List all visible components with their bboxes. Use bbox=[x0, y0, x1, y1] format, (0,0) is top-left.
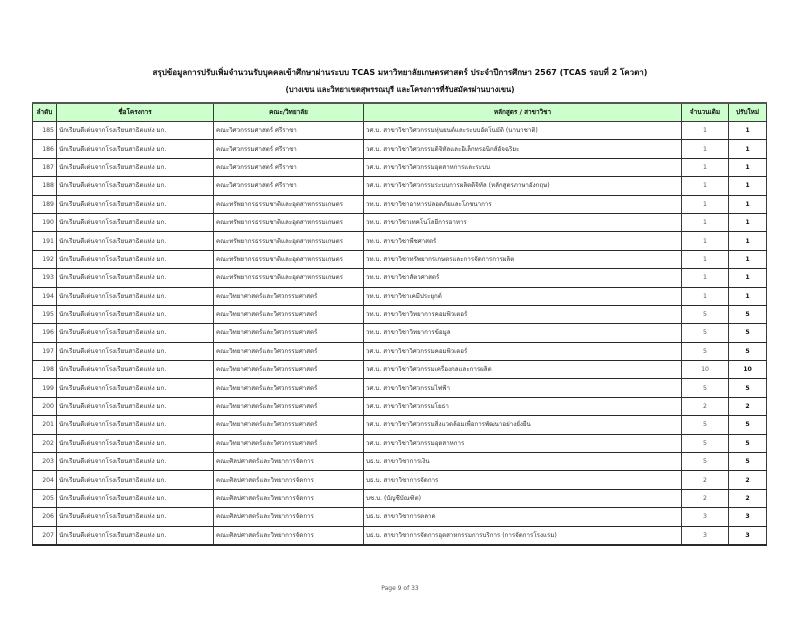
course-name: บธ.บ. สาขาวิชาการเงิน bbox=[364, 453, 682, 471]
project-name: นักเรียนดีเด่นจากโรงเรียนสาธิตแห่ง มก. bbox=[57, 177, 214, 195]
course-name: วท.บ. สาขาวิชาอาหารปลอดภัยและโภชนาการ bbox=[364, 195, 682, 213]
original-count: 1 bbox=[682, 269, 729, 287]
row-number: 207 bbox=[33, 526, 57, 545]
project-name: นักเรียนดีเด่นจากโรงเรียนสาธิตแห่ง มก. bbox=[57, 453, 214, 471]
original-count: 1 bbox=[682, 177, 729, 195]
project-name: นักเรียนดีเด่นจากโรงเรียนสาธิตแห่ง มก. bbox=[57, 324, 214, 342]
row-number: 185 bbox=[33, 122, 57, 140]
original-count: 1 bbox=[682, 287, 729, 305]
course-name: วศ.บ. สาขาวิชาวิศวกรรมไฟฟ้า bbox=[364, 379, 682, 397]
revised-count: 1 bbox=[729, 158, 767, 176]
original-count: 1 bbox=[682, 232, 729, 250]
project-name: นักเรียนดีเด่นจากโรงเรียนสาธิตแห่ง มก. bbox=[57, 416, 214, 434]
original-count: 5 bbox=[682, 434, 729, 452]
revised-count: 1 bbox=[729, 213, 767, 231]
row-number: 186 bbox=[33, 140, 57, 158]
original-count: 5 bbox=[682, 453, 729, 471]
row-number: 193 bbox=[33, 269, 57, 287]
faculty-name: คณะวิทยาศาสตร์และวิศวกรรมศาสตร์ bbox=[214, 434, 364, 452]
faculty-name: คณะศิลปศาสตร์และวิทยาการจัดการ bbox=[214, 526, 364, 545]
course-name: วท.บ. สาขาวิชาสัตวศาสตร์ bbox=[364, 269, 682, 287]
table-row bbox=[33, 122, 767, 140]
header-faculty: คณะ/วิทยาลัย bbox=[214, 103, 364, 122]
original-count: 1 bbox=[682, 213, 729, 231]
table-row bbox=[33, 471, 767, 489]
faculty-name: คณะวิทยาศาสตร์และวิศวกรรมศาสตร์ bbox=[214, 287, 364, 305]
faculty-name: คณะวิทยาศาสตร์และวิศวกรรมศาสตร์ bbox=[214, 361, 364, 379]
table-row bbox=[33, 269, 767, 287]
header-course: หลักสูตร / สาขาวิชา bbox=[364, 103, 682, 122]
table-row bbox=[33, 232, 767, 250]
table-row bbox=[33, 140, 767, 158]
faculty-name: คณะวิทยาศาสตร์และวิศวกรรมศาสตร์ bbox=[214, 397, 364, 415]
faculty-name: คณะวิทยาศาสตร์และวิศวกรรมศาสตร์ bbox=[214, 342, 364, 360]
document-subtitle: (บางเขน และวิทยาเขตสุพรรณบุรี และโครงการที่รับสมัครผ่านบางเขน) bbox=[285, 85, 515, 94]
revised-count: 1 bbox=[729, 269, 767, 287]
row-number: 191 bbox=[33, 232, 57, 250]
revised-count: 10 bbox=[729, 361, 767, 379]
row-number: 199 bbox=[33, 379, 57, 397]
faculty-name: คณะศิลปศาสตร์และวิทยาการจัดการ bbox=[214, 489, 364, 507]
course-name: บธ.บ. สาขาวิชาการจัดการ bbox=[364, 471, 682, 489]
original-count: 2 bbox=[682, 397, 729, 415]
original-count: 1 bbox=[682, 140, 729, 158]
revised-count: 5 bbox=[729, 453, 767, 471]
row-number: 198 bbox=[33, 361, 57, 379]
revised-count: 2 bbox=[729, 397, 767, 415]
faculty-name: คณะทรัพยากรธรรมชาติและอุตสาหกรรมเกษตร bbox=[214, 269, 364, 287]
table-row bbox=[33, 250, 767, 268]
faculty-name: คณะทรัพยากรธรรมชาติและอุตสาหกรรมเกษตร bbox=[214, 250, 364, 268]
course-name: วศ.บ. สาขาวิชาวิศวกรรมคอมพิวเตอร์ bbox=[364, 342, 682, 360]
row-number: 202 bbox=[33, 434, 57, 452]
revised-count: 5 bbox=[729, 379, 767, 397]
original-count: 3 bbox=[682, 508, 729, 526]
revised-count: 5 bbox=[729, 416, 767, 434]
row-number: 201 bbox=[33, 416, 57, 434]
course-name: บธ.บ. สาขาวิชาการตลาด bbox=[364, 508, 682, 526]
project-name: นักเรียนดีเด่นจากโรงเรียนสาธิตแห่ง มก. bbox=[57, 508, 214, 526]
revised-count: 5 bbox=[729, 434, 767, 452]
original-count: 3 bbox=[682, 526, 729, 545]
row-number: 192 bbox=[33, 250, 57, 268]
project-name: นักเรียนดีเด่นจากโรงเรียนสาธิตแห่ง มก. bbox=[57, 269, 214, 287]
project-name: นักเรียนดีเด่นจากโรงเรียนสาธิตแห่ง มก. bbox=[57, 140, 214, 158]
header-original: จำนวนเดิม bbox=[682, 103, 729, 122]
table-row bbox=[33, 305, 767, 323]
course-name: วศ.บ. สาขาวิชาวิศวกรรมอุตสาหการ bbox=[364, 434, 682, 452]
original-count: 5 bbox=[682, 379, 729, 397]
faculty-name: คณะศิลปศาสตร์และวิทยาการจัดการ bbox=[214, 508, 364, 526]
course-name: บช.บ. (บัญชีบัณฑิต) bbox=[364, 489, 682, 507]
course-name: วศ.บ. สาขาวิชาวิศวกรรมระบบการผลิตดิจิทัล (หลักสูตรภาษาอังกฤษ) bbox=[364, 177, 682, 195]
project-name: นักเรียนดีเด่นจากโรงเรียนสาธิตแห่ง มก. bbox=[57, 342, 214, 360]
revised-count: 1 bbox=[729, 250, 767, 268]
faculty-name: คณะศิลปศาสตร์และวิทยาการจัดการ bbox=[214, 453, 364, 471]
original-count: 1 bbox=[682, 122, 729, 140]
revised-count: 5 bbox=[729, 342, 767, 360]
original-count: 1 bbox=[682, 158, 729, 176]
course-name: วท.บ. สาขาวิชาทรัพยากรเกษตรและการจัดการการผลิต bbox=[364, 250, 682, 268]
project-name: นักเรียนดีเด่นจากโรงเรียนสาธิตแห่ง มก. bbox=[57, 434, 214, 452]
faculty-name: คณะวิศวกรรมศาสตร์ ศรีราชา bbox=[214, 122, 364, 140]
project-name: นักเรียนดีเด่นจากโรงเรียนสาธิตแห่ง มก. bbox=[57, 158, 214, 176]
revised-count: 3 bbox=[729, 508, 767, 526]
original-count: 5 bbox=[682, 342, 729, 360]
page-number: Page 9 of 33 bbox=[381, 585, 419, 592]
table-row bbox=[33, 379, 767, 397]
table-row bbox=[33, 324, 767, 342]
project-name: นักเรียนดีเด่นจากโรงเรียนสาธิตแห่ง มก. bbox=[57, 526, 214, 545]
course-name: วศ.บ. สาขาวิชาวิศวกรรมเครื่องกลและการผลิต bbox=[364, 361, 682, 379]
row-number: 204 bbox=[33, 471, 57, 489]
table-row bbox=[33, 434, 767, 452]
faculty-name: คณะศิลปศาสตร์และวิทยาการจัดการ bbox=[214, 471, 364, 489]
faculty-name: คณะวิทยาศาสตร์และวิศวกรรมศาสตร์ bbox=[214, 305, 364, 323]
course-name: วท.บ. สาขาวิชาวิทยาการคอมพิวเตอร์ bbox=[364, 305, 682, 323]
project-name: นักเรียนดีเด่นจากโรงเรียนสาธิตแห่ง มก. bbox=[57, 232, 214, 250]
row-number: 190 bbox=[33, 213, 57, 231]
revised-count: 5 bbox=[729, 324, 767, 342]
row-number: 187 bbox=[33, 158, 57, 176]
faculty-name: คณะวิศวกรรมศาสตร์ ศรีราชา bbox=[214, 177, 364, 195]
faculty-name: คณะวิศวกรรมศาสตร์ ศรีราชา bbox=[214, 140, 364, 158]
revised-count: 2 bbox=[729, 489, 767, 507]
revised-count: 5 bbox=[729, 305, 767, 323]
project-name: นักเรียนดีเด่นจากโรงเรียนสาธิตแห่ง มก. bbox=[57, 471, 214, 489]
original-count: 2 bbox=[682, 471, 729, 489]
original-count: 2 bbox=[682, 489, 729, 507]
faculty-name: คณะวิทยาศาสตร์และวิศวกรรมศาสตร์ bbox=[214, 416, 364, 434]
revised-count: 1 bbox=[729, 122, 767, 140]
original-count: 1 bbox=[682, 250, 729, 268]
revised-count: 2 bbox=[729, 471, 767, 489]
table-row bbox=[33, 397, 767, 415]
revised-count: 1 bbox=[729, 195, 767, 213]
table-row bbox=[33, 453, 767, 471]
revised-count: 1 bbox=[729, 140, 767, 158]
table-row bbox=[33, 213, 767, 231]
faculty-name: คณะวิทยาศาสตร์และวิศวกรรมศาสตร์ bbox=[214, 324, 364, 342]
row-number: 205 bbox=[33, 489, 57, 507]
project-name: นักเรียนดีเด่นจากโรงเรียนสาธิตแห่ง มก. bbox=[57, 397, 214, 415]
original-count: 5 bbox=[682, 324, 729, 342]
original-count: 5 bbox=[682, 416, 729, 434]
revised-count: 1 bbox=[729, 177, 767, 195]
row-number: 197 bbox=[33, 342, 57, 360]
original-count: 10 bbox=[682, 361, 729, 379]
revised-count: 1 bbox=[729, 287, 767, 305]
course-name: วศ.บ. สาขาวิชาวิศวกรรมดิจิทัลและอิเล็กทรอนิกส์อัจฉริยะ bbox=[364, 140, 682, 158]
header-no: ลำดับ bbox=[33, 103, 57, 122]
course-name: วศ.บ. สาขาวิชาวิศวกรรมโยธา bbox=[364, 397, 682, 415]
original-count: 5 bbox=[682, 305, 729, 323]
course-name: วศ.บ. สาขาวิชาวิศวกรรมอุตสาหการและระบบ bbox=[364, 158, 682, 176]
faculty-name: คณะวิศวกรรมศาสตร์ ศรีราชา bbox=[214, 158, 364, 176]
course-name: วศ.บ. สาขาวิชาวิศวกรรมสิ่งแวดล้อมเพื่อการพัฒนาอย่างยั่งยืน bbox=[364, 416, 682, 434]
course-name: วศ.บ. สาขาวิชาวิศวกรรมหุ่นยนต์และระบบอัตโนมัติ (นานาชาติ) bbox=[364, 122, 682, 140]
document-title: สรุปข้อมูลการปรับเพิ่มจำนวนรับบุคคลเข้าศึกษาผ่านระบบ TCAS มหาวิทยาลัยเกษตรศาสตร์ ประจำปีการศึกษา 2567 (TCAS รอบที่ 2 โควตา) bbox=[152, 68, 648, 77]
row-number: 189 bbox=[33, 195, 57, 213]
faculty-name: คณะทรัพยากรธรรมชาติและอุตสาหกรรมเกษตร bbox=[214, 232, 364, 250]
table-row bbox=[33, 489, 767, 507]
table-row bbox=[33, 416, 767, 434]
project-name: นักเรียนดีเด่นจากโรงเรียนสาธิตแห่ง มก. bbox=[57, 213, 214, 231]
row-number: 195 bbox=[33, 305, 57, 323]
table-row bbox=[33, 195, 767, 213]
row-number: 196 bbox=[33, 324, 57, 342]
row-number: 203 bbox=[33, 453, 57, 471]
course-name: วท.บ. สาขาวิชาพืชศาสตร์ bbox=[364, 232, 682, 250]
course-name: วท.บ. สาขาวิชาเทคโนโลยีการอาหาร bbox=[364, 213, 682, 231]
project-name: นักเรียนดีเด่นจากโรงเรียนสาธิตแห่ง มก. bbox=[57, 305, 214, 323]
faculty-name: คณะวิทยาศาสตร์และวิศวกรรมศาสตร์ bbox=[214, 379, 364, 397]
faculty-name: คณะทรัพยากรธรรมชาติและอุตสาหกรรมเกษตร bbox=[214, 213, 364, 231]
project-name: นักเรียนดีเด่นจากโรงเรียนสาธิตแห่ง มก. bbox=[57, 250, 214, 268]
row-number: 200 bbox=[33, 397, 57, 415]
table-row bbox=[33, 177, 767, 195]
table-header-row bbox=[33, 103, 767, 122]
revised-count: 3 bbox=[729, 526, 767, 545]
project-name: นักเรียนดีเด่นจากโรงเรียนสาธิตแห่ง มก. bbox=[57, 361, 214, 379]
course-name: บธ.บ. สาขาวิชาการจัดการอุตสาหกรรมการบริการ (การจัดการโรงแรม) bbox=[364, 526, 682, 545]
quota-table bbox=[32, 102, 767, 546]
table-row bbox=[33, 526, 767, 545]
header-revised: ปรับใหม่ bbox=[729, 103, 767, 122]
project-name: นักเรียนดีเด่นจากโรงเรียนสาธิตแห่ง มก. bbox=[57, 287, 214, 305]
project-name: นักเรียนดีเด่นจากโรงเรียนสาธิตแห่ง มก. bbox=[57, 122, 214, 140]
course-name: วท.บ. สาขาวิชาเคมีประยุกต์ bbox=[364, 287, 682, 305]
row-number: 188 bbox=[33, 177, 57, 195]
table-row bbox=[33, 287, 767, 305]
revised-count: 1 bbox=[729, 232, 767, 250]
table-row bbox=[33, 342, 767, 360]
faculty-name: คณะทรัพยากรธรรมชาติและอุตสาหกรรมเกษตร bbox=[214, 195, 364, 213]
table-row bbox=[33, 158, 767, 176]
row-number: 206 bbox=[33, 508, 57, 526]
project-name: นักเรียนดีเด่นจากโรงเรียนสาธิตแห่ง มก. bbox=[57, 195, 214, 213]
course-name: วท.บ. สาขาวิชาวิทยาการข้อมูล bbox=[364, 324, 682, 342]
table-row bbox=[33, 508, 767, 526]
project-name: นักเรียนดีเด่นจากโรงเรียนสาธิตแห่ง มก. bbox=[57, 379, 214, 397]
project-name: นักเรียนดีเด่นจากโรงเรียนสาธิตแห่ง มก. bbox=[57, 489, 214, 507]
table-body bbox=[33, 122, 767, 545]
row-number: 194 bbox=[33, 287, 57, 305]
header-project: ชื่อโครงการ bbox=[57, 103, 214, 122]
table-row bbox=[33, 361, 767, 379]
original-count: 1 bbox=[682, 195, 729, 213]
